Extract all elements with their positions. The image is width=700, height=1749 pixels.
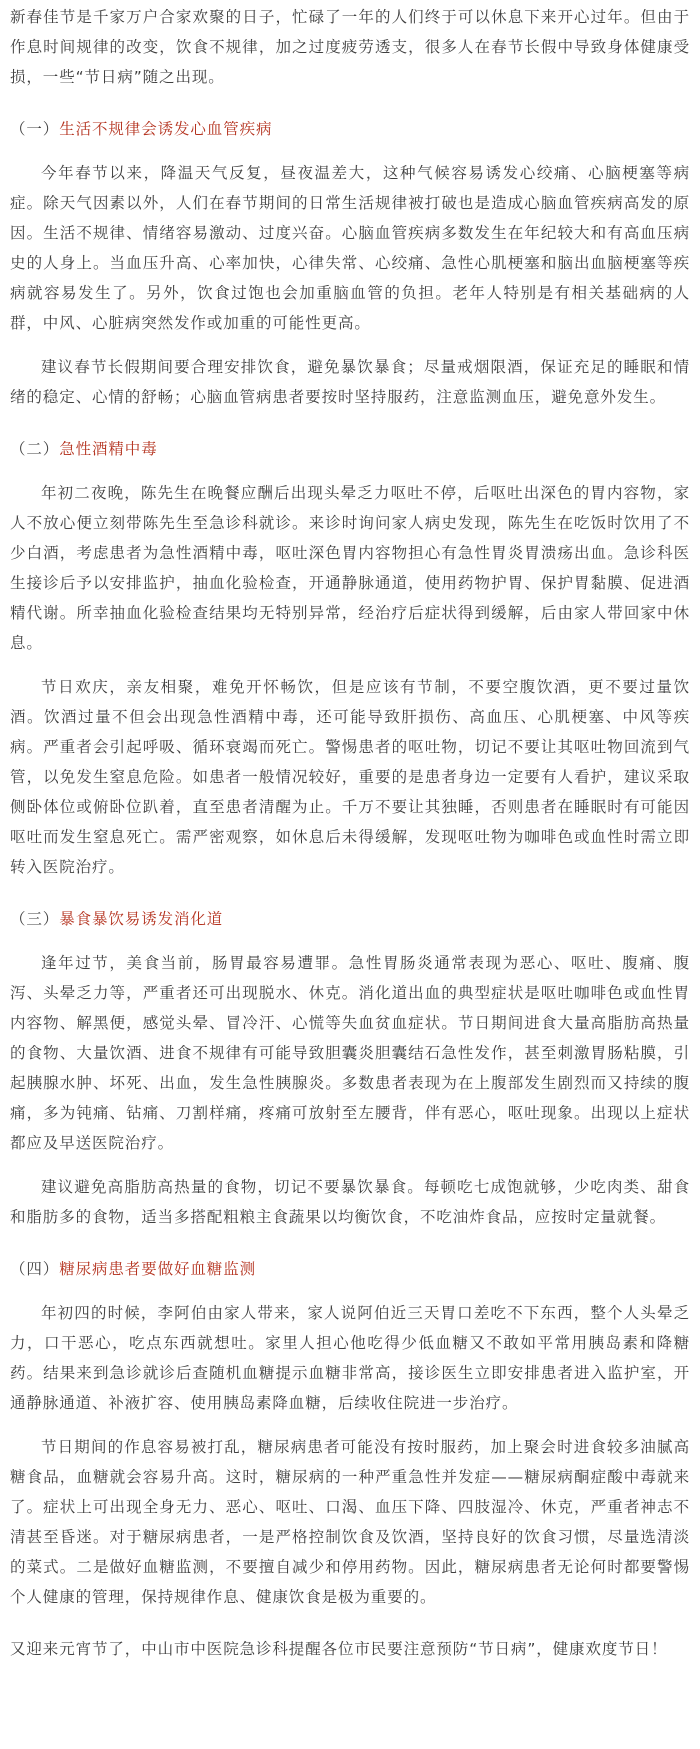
- section-heading-1: [10, 114, 690, 144]
- section-3-paragraph-1: 逢年过节，美食当前，肠胃最容易遭罪。急性胃肠炎通常表现为恶心、呕吐、腹痛、腹泻、头晕乏力等，严重者还可出现脱水、休克。消化道出血的典型症状是呕吐咖啡色或血性胃内容物、解黑便，感觉头晕、冒冷汗、心慌等失血贫血症状。节日期间进食大量高脂肪高热量的食物、大量饮酒、进食不规律有可能导致胆囊炎胆囊结石急性发作，甚至刺激胃肠粘膜，引起胰腺水肿、坏死、出血，发生急性胰腺炎。多数患者表现为在上腹部发生剧烈而又持续的腹痛，多为钝痛、钻痛、刀割样痛，疼痛可放射至左腰背，伴有恶心，呕吐现象。出现以上症状都应及早送医院治疗。: [10, 954, 690, 1152]
- section-title: 急性酒精中毒: [59, 440, 158, 458]
- section-number: （二）: [10, 440, 60, 458]
- section-3-paragraph-2: 建议避免高脂肪高热量的食物，切记不要暴饮暴食。每顿吃七成饱就够，少吃肉类、甜食和脂肪多的食物，适当多搭配粗粮主食蔬果以均衡饮食，不吃油炸食品，应按时定量就餐。: [10, 1178, 690, 1226]
- section-1-paragraph-2: 建议春节长假期间要合理安排饮食，避免暴饮暴食；尽量戒烟限酒，保证充足的睡眠和情绪的稳定、心情的舒畅；心脑血管病患者要按时坚持服药，注意监测血压，避免意外发生。: [10, 358, 690, 406]
- section-2-paragraph-1: 年初二夜晚，陈先生在晚餐应酬后出现头晕乏力呕吐不停，后呕吐出深色的胃内容物，家人不放心便立刻带陈先生至急诊科就诊。来诊时询问家人病史发现，陈先生在吃饭时饮用了不少白酒，考虑患者为急性酒精中毒，呕吐深色胃内容物担心有急性胃炎胃溃疡出血。急诊科医生接诊后予以安排监护，抽血化验检查，开通静脉通道，使用药物护胃、保护胃黏膜、促进酒精代谢。所幸抽血化验检查结果均无特别异常，经治疗后症状得到缓解，后由家人带回家中休息。: [10, 484, 690, 652]
- section-2-paragraph-2: 节日欢庆，亲友相聚，难免开怀畅饮，但是应该有节制，不要空腹饮酒，更不要过量饮酒。饮酒过量不但会出现急性酒精中毒，还可能导致肝损伤、高血压、心肌梗塞、中风等疾病。严重者会引起呼吸、循环衰竭而死亡。警惕患者的呕吐物，切记不要让其呕吐物回流到气管，以免发生窒息危险。如患者一般情况较好，重要的是患者身边一定要有人看护，建议采取侧卧体位或俯卧位趴着，直至患者清醒为止。千万不要让其独睡，否则患者在睡眠时有可能因呕吐而发生窒息死亡。需严密观察，如休息后未得缓解，发现呕吐物为咖啡色或血性时需立即转入医院治疗。: [10, 678, 690, 876]
- section-1-paragraph-1: 今年春节以来，降温天气反复，昼夜温差大，这种气候容易诱发心绞痛、心脑梗塞等病症。除天气因素以外，人们在春节期间的日常生活规律被打破也是造成心脑血管疾病高发的原因。生活不规律、情绪容易激动、过度兴奋。心脑血管疾病多数发生在年纪较大和有高血压病史的人身上。当血压升高、心率加快，心律失常、心绞痛、急性心肌梗塞和脑出血脑梗塞等疾病就容易发生了。另外，饮食过饱也会加重脑血管的负担。老年人特别是有相关基础病的人群，中风、心脏病突然发作或加重的可能性更高。: [10, 164, 690, 332]
- section-heading-3: [10, 904, 690, 934]
- section-title: 暴食暴饮易诱发消化道: [59, 910, 224, 928]
- section-title: 糖尿病患者要做好血糖监测: [59, 1260, 257, 1278]
- section-heading-2: [10, 434, 690, 464]
- section-number: （四）: [10, 1260, 60, 1278]
- section-4-paragraph-2: 节日期间的作息容易被打乱，糖尿病患者可能没有按时服药，加上聚会时进食较多油腻高糖食品，血糖就会容易升高。这时，糖尿病的一种严重急性并发症——糖尿病酮症酸中毒就来了。症状上可出现全身无力、恶心、呕吐、口渴、血压下降、四肢湿冷、休克，严重者神志不清甚至昏迷。对于糖尿病患者，一是严格控制饮食及饮酒，坚持良好的饮食习惯，尽量选清淡的菜式。二是做好血糖监测，不要擅自减少和停用药物。因此，糖尿病患者无论何时都要警惕个人健康的管理，保持规律作息、健康饮食是极为重要的。: [10, 1438, 690, 1606]
- section-number: （一）: [10, 120, 60, 138]
- section-title: 生活不规律会诱发心血管疾病: [59, 120, 273, 138]
- closing-paragraph: 又迎来元宵节了，中山市中医院急诊科提醒各位市民要注意预防“节日病”，健康欢度节日！: [10, 1640, 668, 1658]
- intro-paragraph: 新春佳节是千家万户合家欢聚的日子，忙碌了一年的人们终于可以休息下来开心过年。但由于作息时间规律的改变，饮食不规律，加之过度疲劳透支，很多人在春节长假中导致身体健康受损，一些“节日病”随之出现。: [10, 8, 690, 86]
- section-4-paragraph-1: 年初四的时候，李阿伯由家人带来，家人说阿伯近三天胃口差吃不下东西，整个人头晕乏力，口干恶心，吃点东西就想吐。家里人担心他吃得少低血糖又不敢如平常用胰岛素和降糖药。结果来到急诊就诊后查随机血糖提示血糖非常高，接诊医生立即安排患者进入监护室，开通静脉通道、补液扩容、使用胰岛素降血糖，后续收住院进一步治疗。: [10, 1304, 690, 1412]
- section-heading-4: [10, 1254, 690, 1284]
- section-number: （三）: [10, 910, 60, 928]
